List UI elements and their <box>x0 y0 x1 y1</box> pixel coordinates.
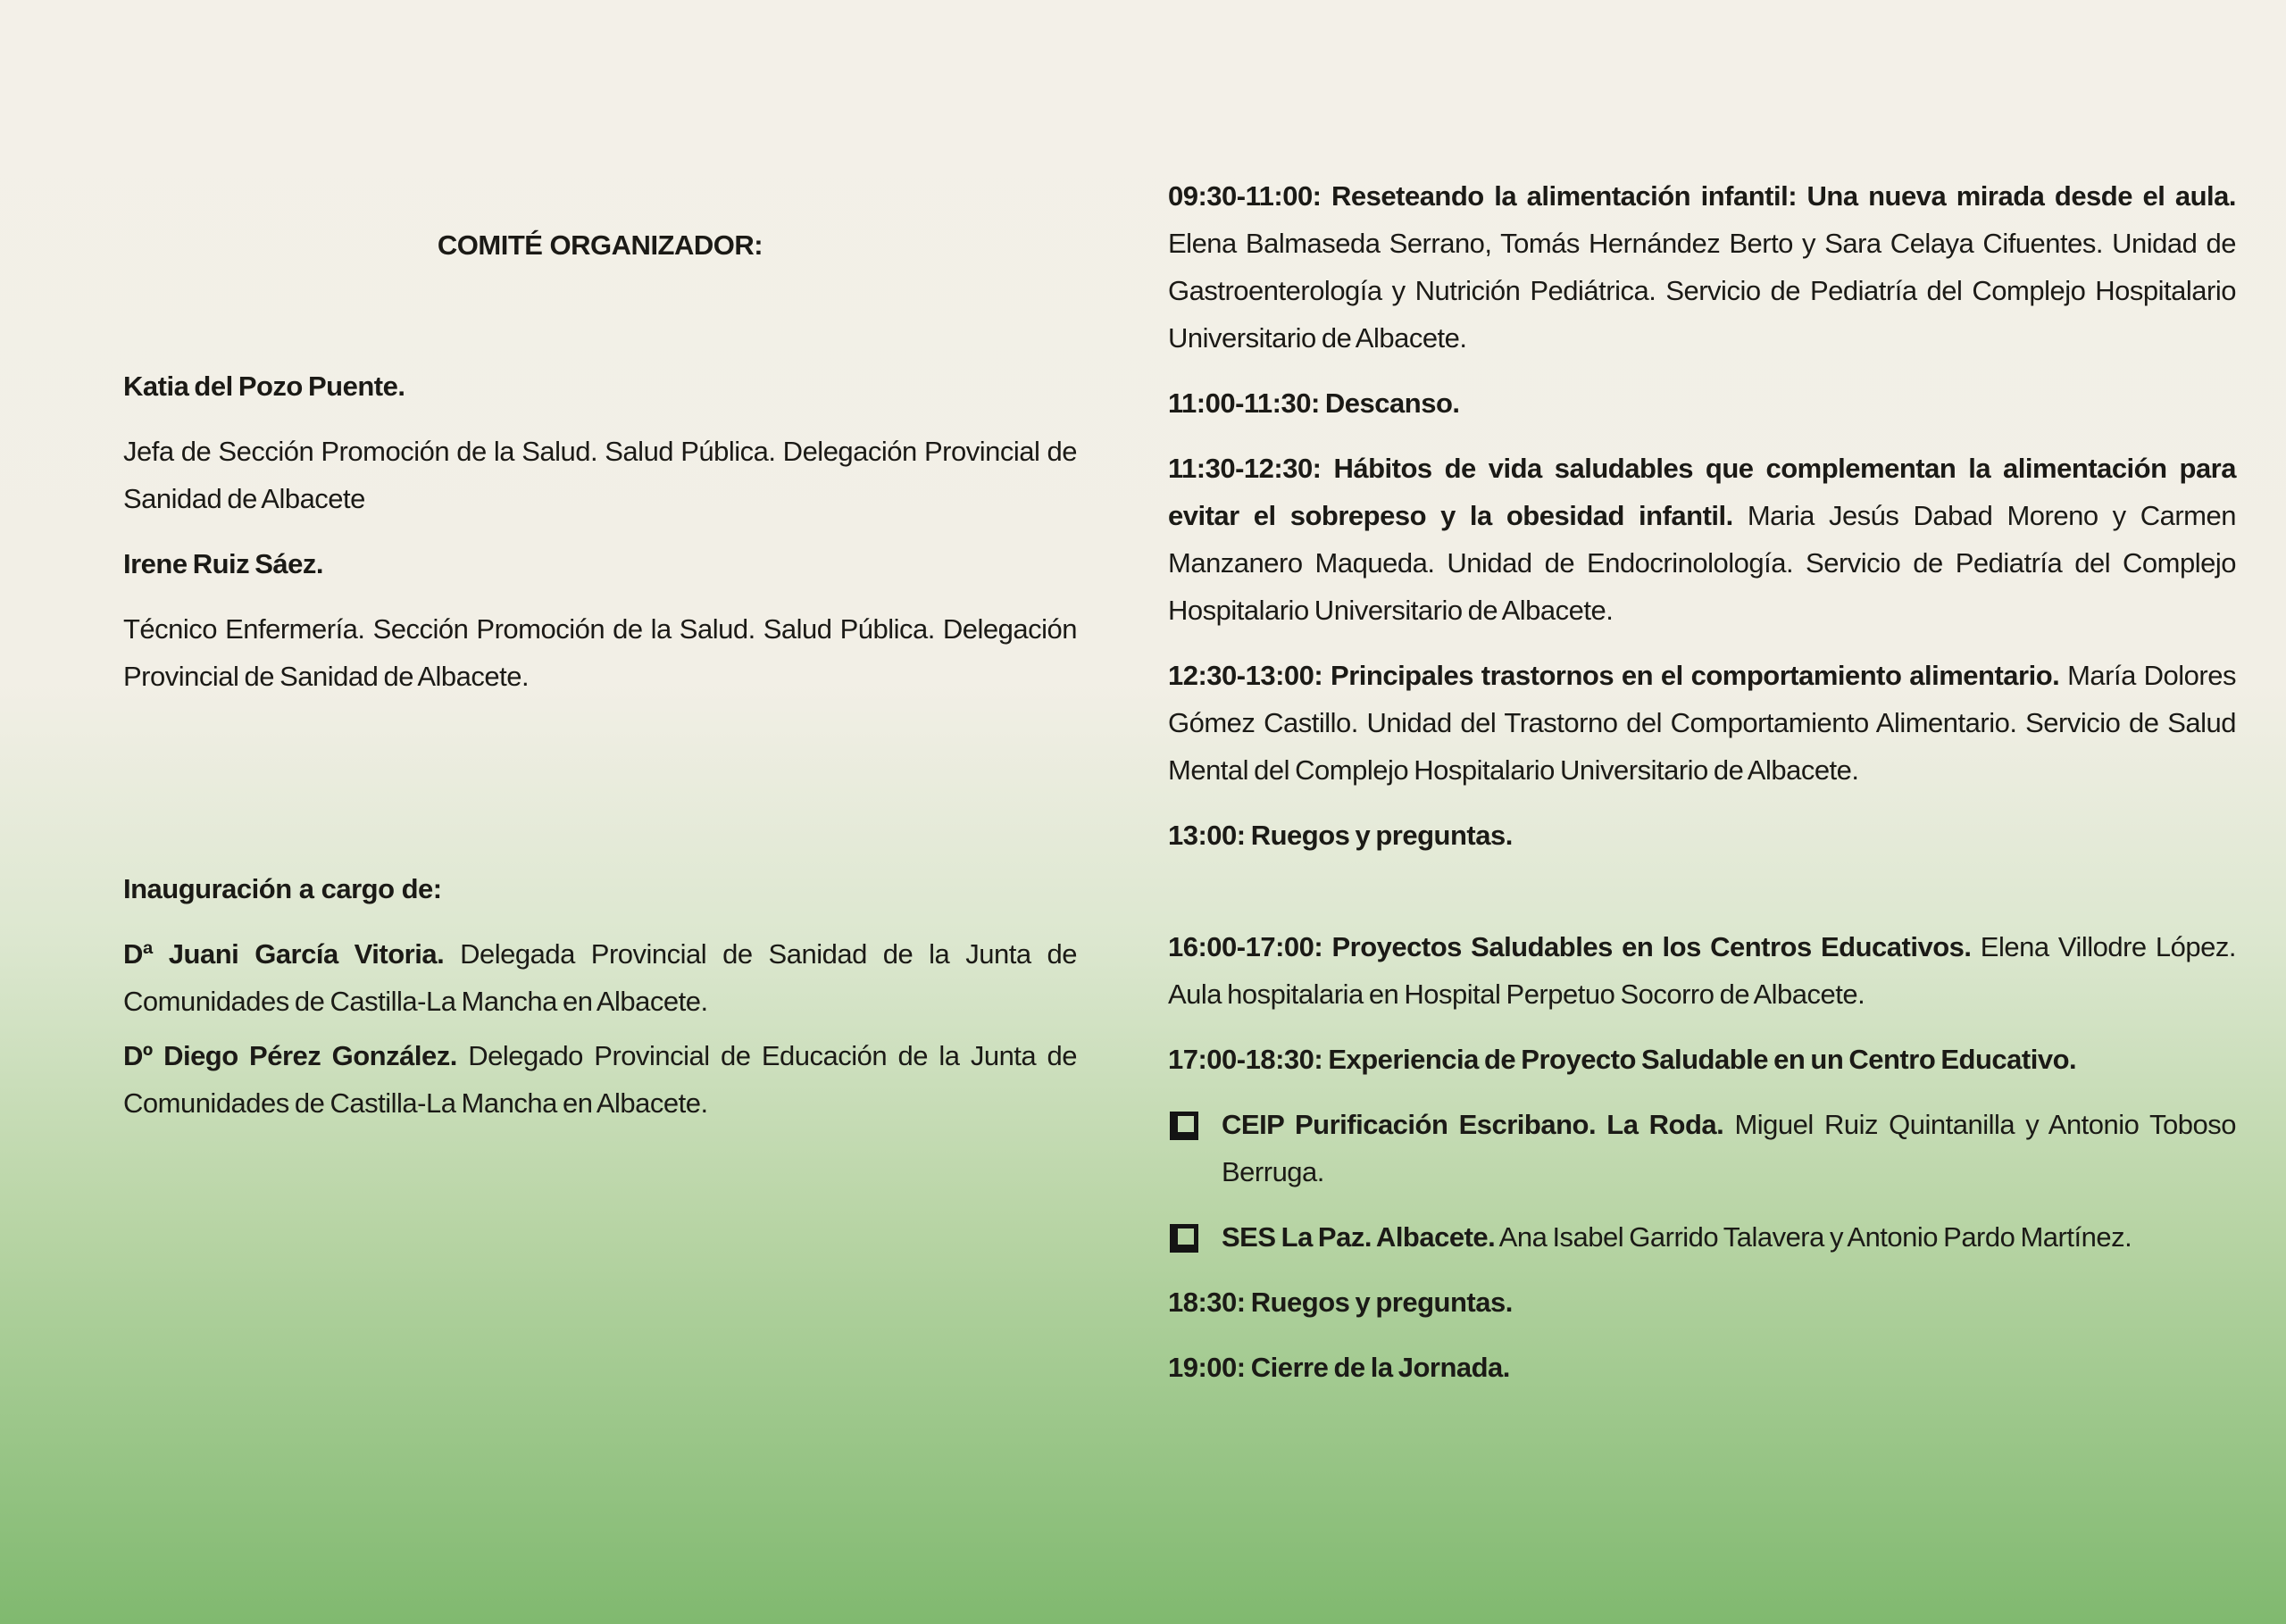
experience-bullet-text <box>1222 1101 2236 1195</box>
experience-bullet-list <box>1168 1101 2236 1261</box>
schedule-item-details: Elena Villodre López. Aula hospitalaria en Hospital Perpetuo Socorro de Albacete. <box>1168 931 2237 1010</box>
schedule-item-time-title: 16:00-17:00: Proyectos Saludables en los Centros Educativos. <box>1168 931 1972 962</box>
organizing-committee-column <box>123 221 1077 1134</box>
schedule-item-details: María Dolores Gómez Castillo. Unidad del Trastorno del Comportamiento Alimentario. Servicio de Salud Mental del Complejo Hospitalario Universitario de Albacete. <box>1168 660 2236 786</box>
schedule-item-details: Elena Balmaseda Serrano, Tomás Hernández Berto y Sara Celaya Cifuentes. Unidad de Gastroenterología y Nutrición Pediátrica. Servicio de Pediatría del Complejo Hospitalario Universitario de Albacete. <box>1168 228 2236 354</box>
schedule-item <box>1168 812 2236 859</box>
closing-schedule <box>1168 1278 2236 1391</box>
checkbox-bullet-icon <box>1170 1224 1198 1253</box>
committee-member-role: Técnico Enfermería. Sección Promoción de la Salud. Salud Pública. Delegación Provincial de Sanidad de Albacete. <box>123 613 1077 692</box>
schedule-item-time-title: 11:00-11:30: Descanso. <box>1168 387 1460 419</box>
committee-member-name: Irene Ruiz Sáez. <box>123 548 324 579</box>
committee-member <box>123 362 1077 522</box>
inauguration-person <box>123 1032 1077 1127</box>
inauguration-person-name: Dª Juani García Vitoria. <box>123 938 445 970</box>
experience-bullet-item <box>1168 1101 2236 1195</box>
left-column-spacer <box>123 718 1077 865</box>
inauguration-person-description: Delegado Provincial de Educación de la Junta de Comunidades de Castilla-La Mancha en Albacete. <box>123 1040 1078 1119</box>
schedule-item-time-title: 09:30-11:00: Reseteando la alimentación infantil: Una nueva mirada desde el aula. <box>1168 180 2236 212</box>
experience-bullet-details: Ana Isabel Garrido Talavera y Antonio Pardo Martínez. <box>1498 1221 2132 1253</box>
inauguration-list <box>123 930 1077 1127</box>
schedule-item <box>1168 923 2236 1018</box>
morning-schedule <box>1168 172 2236 859</box>
checkbox-bullet-icon <box>1170 1112 1198 1140</box>
experience-bullet-title: CEIP Purificación Escribano. La Roda. <box>1222 1109 1724 1140</box>
experience-bullet-item <box>1168 1213 2236 1261</box>
schedule-item-time-title: 12:30-13:00: Principales trastornos en el comportamiento alimentario. <box>1168 660 2060 691</box>
committee-list <box>123 362 1077 700</box>
committee-member-role: Jefa de Sección Promoción de la Salud. Salud Pública. Delegación Provincial de Sanidad de Albacete <box>123 436 1077 514</box>
inauguration-person <box>123 930 1077 1025</box>
schedule-item-time-title: 13:00: Ruegos y preguntas. <box>1168 820 1513 851</box>
experience-bullet-text <box>1222 1213 2236 1261</box>
inauguration-heading: Inauguración a cargo de: <box>123 873 442 904</box>
schedule-item-time-title: 18:30: Ruegos y preguntas. <box>1168 1287 1513 1318</box>
schedule-session-spacer <box>1168 877 2236 923</box>
schedule-item <box>1168 379 2236 427</box>
schedule-item-time-title: 19:00: Cierre de la Jornada. <box>1168 1352 1510 1383</box>
schedule-item <box>1168 1344 2236 1391</box>
afternoon-schedule <box>1168 923 2236 1083</box>
committee-member <box>123 540 1077 700</box>
schedule-item <box>1168 1278 2236 1326</box>
inauguration-person-name: Dº Diego Pérez González. <box>123 1040 457 1071</box>
experience-bullet-details: Miguel Ruiz Quintanilla y Antonio Toboso Berruga. <box>1222 1109 2236 1187</box>
schedule-item <box>1168 1036 2236 1083</box>
committee-member-name: Katia del Pozo Puente. <box>123 371 405 402</box>
schedule-item <box>1168 652 2236 794</box>
committee-title: COMITÉ ORGANIZADOR: <box>437 229 763 261</box>
schedule-item-time-title: 11:30-12:30: Hábitos de vida saludables que complementan la alimentación para evitar el sobrepeso y la obesidad infantil. <box>1168 453 2236 531</box>
schedule-item-details: Maria Jesús Dabad Moreno y Carmen Manzanero Maqueda. Unidad de Endocrinolología. Servicio de Pediatría del Complejo Hospitalario Universitario de Albacete. <box>1168 500 2236 626</box>
experience-bullet-title: SES La Paz. Albacete. <box>1222 1221 1496 1253</box>
schedule-item <box>1168 172 2236 362</box>
schedule-item <box>1168 445 2236 634</box>
inauguration-person-description: Delegada Provincial de Sanidad de la Junta de Comunidades de Castilla-La Mancha en Albacete. <box>123 938 1077 1017</box>
schedule-column <box>1168 172 2236 1409</box>
schedule-item-time-title: 17:00-18:30: Experiencia de Proyecto Saludable en un Centro Educativo. <box>1168 1044 2077 1075</box>
